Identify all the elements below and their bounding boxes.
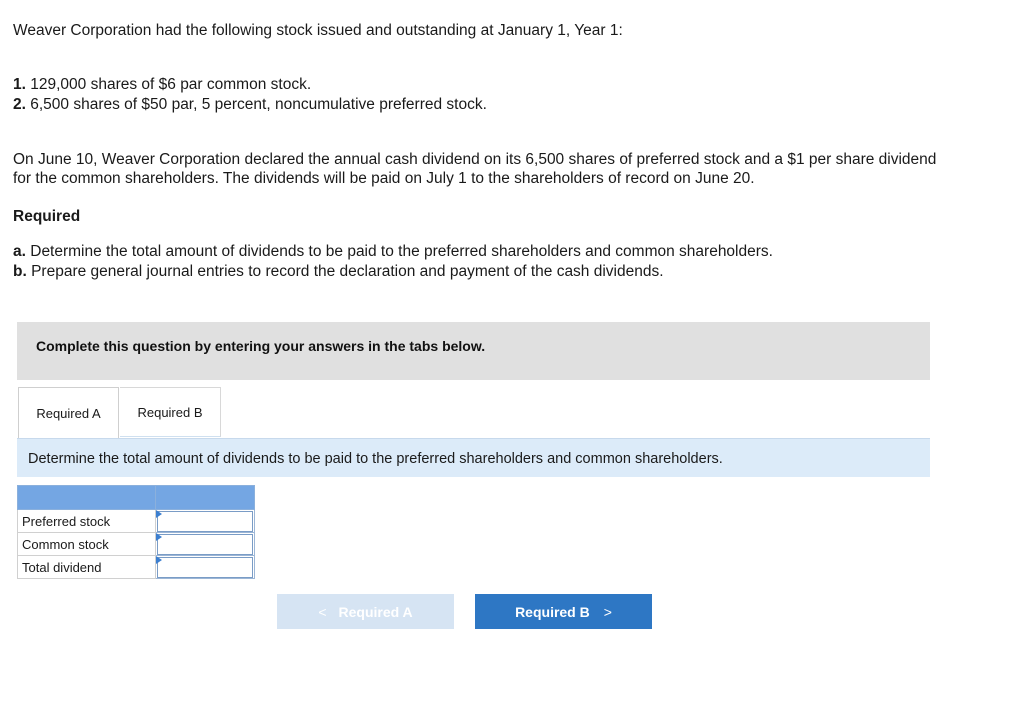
dividend-table [17,485,255,579]
row-input-cell [156,556,255,579]
row-input-cell [156,510,255,533]
required-item-letter: a. [13,243,26,260]
problem-intro: Weaver Corporation had the following stock issued and outstanding at January 1, Year 1: [13,22,623,39]
input-marker-icon [156,556,162,564]
next-tab-label: Required B [515,603,590,620]
common-stock-input[interactable] [157,534,253,555]
prev-tab-label: Required A [338,603,413,620]
stock-item-number: 2. [13,96,26,113]
stock-list [13,75,487,115]
required-list [13,242,773,282]
input-marker-icon [156,510,162,518]
preferred-stock-input[interactable] [157,511,253,532]
total-dividend-input[interactable] [157,557,253,578]
tab-required-a[interactable]: Required A [18,387,119,439]
instructions-banner: Complete this question by entering your answers in the tabs below. [17,322,930,380]
table-row [18,510,255,533]
table-row [18,556,255,579]
table-header-cell [156,486,255,510]
problem-scenario: On June 10, Weaver Corporation declared the annual cash dividend on its 6,500 shares of preferred stock and a $1 per share dividend for the common shareholders. The dividends will be paid on July 1 to the shareholders of record on June 20. [13,151,937,187]
table-row [18,533,255,556]
row-input-cell [156,533,255,556]
required-heading: Required [13,208,81,225]
stock-item-text: 129,000 shares of $6 par common stock. [25,76,312,93]
input-marker-icon [156,533,162,541]
tab-required-b[interactable]: Required B [120,387,221,437]
row-label: Total dividend [18,556,156,579]
prev-tab-button[interactable] [277,594,454,629]
chevron-right-icon: > [603,603,612,620]
row-label: Common stock [18,533,156,556]
stock-item [13,95,487,115]
stock-item-number: 1. [13,76,26,93]
stock-item [13,75,487,95]
chevron-left-icon: < [318,603,327,620]
stock-item-text: 6,500 shares of $50 par, 5 percent, noncumulative preferred stock. [25,96,487,113]
required-item-text: Prepare general journal entries to record the declaration and payment of the cash dividends. [26,263,664,280]
required-item [13,242,773,262]
table-header-row [18,486,255,510]
row-label: Preferred stock [18,510,156,533]
table-header-cell [18,486,156,510]
required-item-text: Determine the total amount of dividends to be paid to the preferred shareholders and common shareholders. [25,243,773,260]
required-item-letter: b. [13,263,27,280]
required-item [13,262,773,282]
tab-instruction: Determine the total amount of dividends to be paid to the preferred shareholders and common shareholders. [17,438,930,477]
next-tab-button[interactable] [475,594,652,629]
